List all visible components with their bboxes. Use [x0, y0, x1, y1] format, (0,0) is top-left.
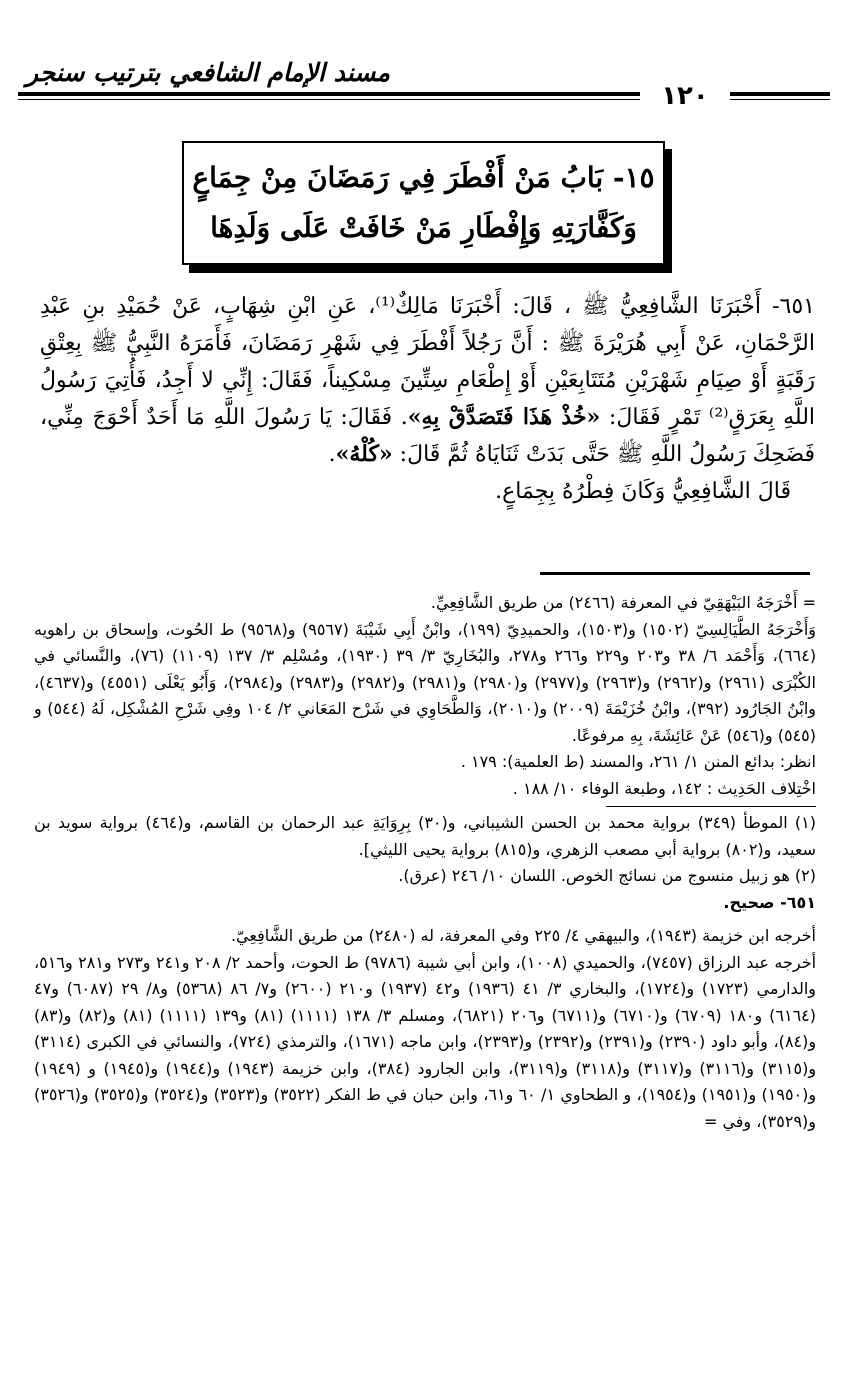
chapter-title-line-1: ١٥- بَابُ مَنْ أَفْطَرَ فِي رَمَضَانَ مِنْ جِمَاعٍ	[192, 161, 655, 194]
spacer	[34, 916, 816, 923]
note-line: وَأَخْرَجَهُ الطَّيَالِسِيّ (١٥٠٢) و(١٥٠٣)، والحميدِيّ (١٩٩)، وابْنُ أَبِي شَيْبَةَ (٩٥٦٧) و(٩٥٦٨) ط الحُوت، وإسحاق بن راهويه (٦٦٤)، وَأَحْمَد ٦/ ٣٨ و٢٠٣ و٢٢٩ و٢٦٦ و٢٧٨، والبُخَارِيّ ٣/ ٣٩ (١٩٣٠)، ومُسْلِم ٣/ ١٣٧ (١١٠٩) (٧٦)، والنَّسائي في الكُبْرَى (٢٩٦١) و(٢٩٦٢) و(٢٩٦٣) و(٢٩٧٧) و(٢٩٨٠) و(٢٩٨١) و(٢٩٨٢) و(٢٩٨٣) و(٢٩٨٤)، وَأَبُو يَعْلَى (٤٥٥١) و(٤٦٣٧)، وابْنُ الجَارُود (٣٩٢)، وابْنُ خُزَيْمَةَ (٢٠٠٩) و(٢٠١٠)، وَالطَّحَاوِي في شَرْح المَعَاني ٢/ ١٠٤ وفِي شَرْحِ المُشْكِل، لَهُ (٥٤٤) و (٥٤٥) و(٥٤٦) عَنْ عَائِشَةَ، بِهِ مرفوعًا.	[34, 619, 817, 745]
hadith-quote-2: «كُلْهُ»	[335, 441, 393, 467]
footnote-1: (١) الموطأ (٣٤٩) برواية محمد بن الحسن الشيباني، و(٣٠) بِرِوَايَةِ عبد الرحمان بن القاسم، و(٤٦٤) برواية سويد بن سعيد، و(٨٠٢) برواية أبي مصعب الزهري، و(٨١٥) برواية يحيى الليثي].	[34, 813, 816, 859]
note-line: انظر: بدائع المنن ١/ ٢٦١، والمسند (ط العلمية): ١٧٩ .	[460, 752, 816, 771]
takhrij-line: أخرجه ابن خزيمة (١٩٤٣)، والبيهقي ٤/ ٢٢٥ وفي المعرفة، له (٢٤٨٠) من طريق الشَّافِعِيّ.	[230, 926, 816, 945]
hadith-quote-1: «خُذْ هَذَا فَتَصَدَّقْ بِهِ»	[407, 404, 601, 430]
chapter-title-box	[182, 141, 665, 265]
chapter-title-line-2: وَكَفَّارَتِهِ وَإِفْطَارِ مَنْ خَافَتْ عَلَى وَلَدِهَا	[210, 211, 637, 244]
note-line: اخْتِلاف الحَدِيث : ١٤٢، وطبعة الوفاء ١٠/ ١٨٨ .	[512, 778, 816, 798]
takhrij-line: أخرجه عبد الرزاق (٧٤٥٧)، والحميدي (١٠٠٨)، وابن أبي شيبة (٩٧٨٦) ط الحوت، وأحمد ٢/ ٢٠٨ و٢٤١ و٢٧٣ و٢٨١ و٥١٦، والدارمي (١٧٢٣) و(١٧٢٤)، والبخاري ٣/ ٤١ (١٩٣٦) و٤٢ (١٩٣٧) و٢١٠ (٢٦٠٠) و٧/ ٨٦ (٥٣٦٨) و٨/ ٢٩ (٦٠٨٧) و٤٧ (٦١٦٤) و١٨٠ (٦٧٠٩) و(٦٧١٠) و(٦٧١١) و٢٠٦ (٦٨٢١)، ومسلم ٣/ ١٣٨ (١١١١) (٨١) و١٣٩ (١١١١) (٨١) و(٨٢) و(٨٣) و(٨٤)، وأبو داود (٢٣٩٠) و(٢٣٩١) و(٢٣٩٢) و(٢٣٩٣)، وابن ماجه (١٦٧١)، والترمذي (٧٢٤)، والنسائي في الكبرى (٣١١٤) و(٣١١٥) و(٣١١٦) و(٣١١٧) و(٣١١٨) و(٣١١٩)، وابن الجارود (٣٨٤)، وابن خزيمة (١٩٤٣) و(١٩٤٤) و(١٩٤٥) و (١٩٤٩) و(١٩٥٠) و(١٩٥١) و(١٩٥٤)، و الطحاوي ١/ ٦٠ و٦١، وابن حبان في ط الفكر (٣٥٢٢) و(٣٥٢٣) و(٣٥٢٤) و(٣٥٢٥) و(٣٥٢٦) و(٣٥٢٩)، وفي =	[34, 952, 817, 1131]
running-title: مسند الإمام الشافعي بترتيب سنجر	[26, 58, 390, 87]
hadith-end: .	[328, 442, 336, 467]
footnote-divider	[606, 806, 816, 807]
page-number: ١٢٠	[640, 81, 730, 111]
shafii-closing-remark: قَالَ الشَّافِعِيُّ وَكَانَ فِطْرُهُ بِجِمَاعٍ.	[495, 479, 791, 504]
notes-section	[34, 590, 816, 1135]
takhrij-heading: ٦٥١- صحيح.	[723, 892, 816, 912]
hadith-paragraph	[40, 288, 815, 473]
hadith-text	[40, 288, 815, 510]
footnote-separator	[540, 572, 810, 575]
hadith-body: ٦٥١- أَخْبَرَنَا الشَّافِعِيُّ ﷺ ، قَالَ: أَخْبَرَنَا مَالِكٌ⁽¹⁾، عَنِ ابْنِ شِهَابٍ، عَنْ حُمَيْدِ بنِ عَبْدِ الرَّحْمَانِ، عَنْ أَبِي هُرَيْرَةَ ﷺ : أَنَّ رَجُلاً أَفْطَرَ فِي شَهْرِ رَمَضَانَ، فَأَمَرَهُ النَّبِيُّ ﷺ بِعِتْقِ رَقَبَةٍ أَوْ صِيَامِ شَهْرَيْنِ مُتَتَابِعَيْنِ أَوْ إِطْعَامِ سِتِّينَ مِسْكِيناً، فَقَالَ: إِنِّي لا أَجِدُ، فَأُتِيَ رَسُولُ اللَّهِ بِعَرَقٍ⁽²⁾ تَمْرٍ فَقَالَ:	[40, 294, 816, 430]
note-line: = أَخْرَجَهُ البَيْهَقِيّ في المعرفة (٢٤٦٦) من طريق الشَّافِعِيِّ.	[430, 593, 816, 612]
footnote-2: (٢) هو زبيل منسوج من نسائج الخوص. اللسان ١٠/ ٢٤٦ (عرق).	[398, 866, 816, 885]
hadith-middle: . فَقَالَ: يَا رَسُولَ اللَّهِ مَا أَحَدٌ أَحْوَجَ مِنِّي، فَضَحِكَ رَسُولُ اللَّهِ ﷺ حَتَّى بَدَتْ ثَنَايَاهُ ثُمَّ قَالَ:	[40, 405, 815, 467]
